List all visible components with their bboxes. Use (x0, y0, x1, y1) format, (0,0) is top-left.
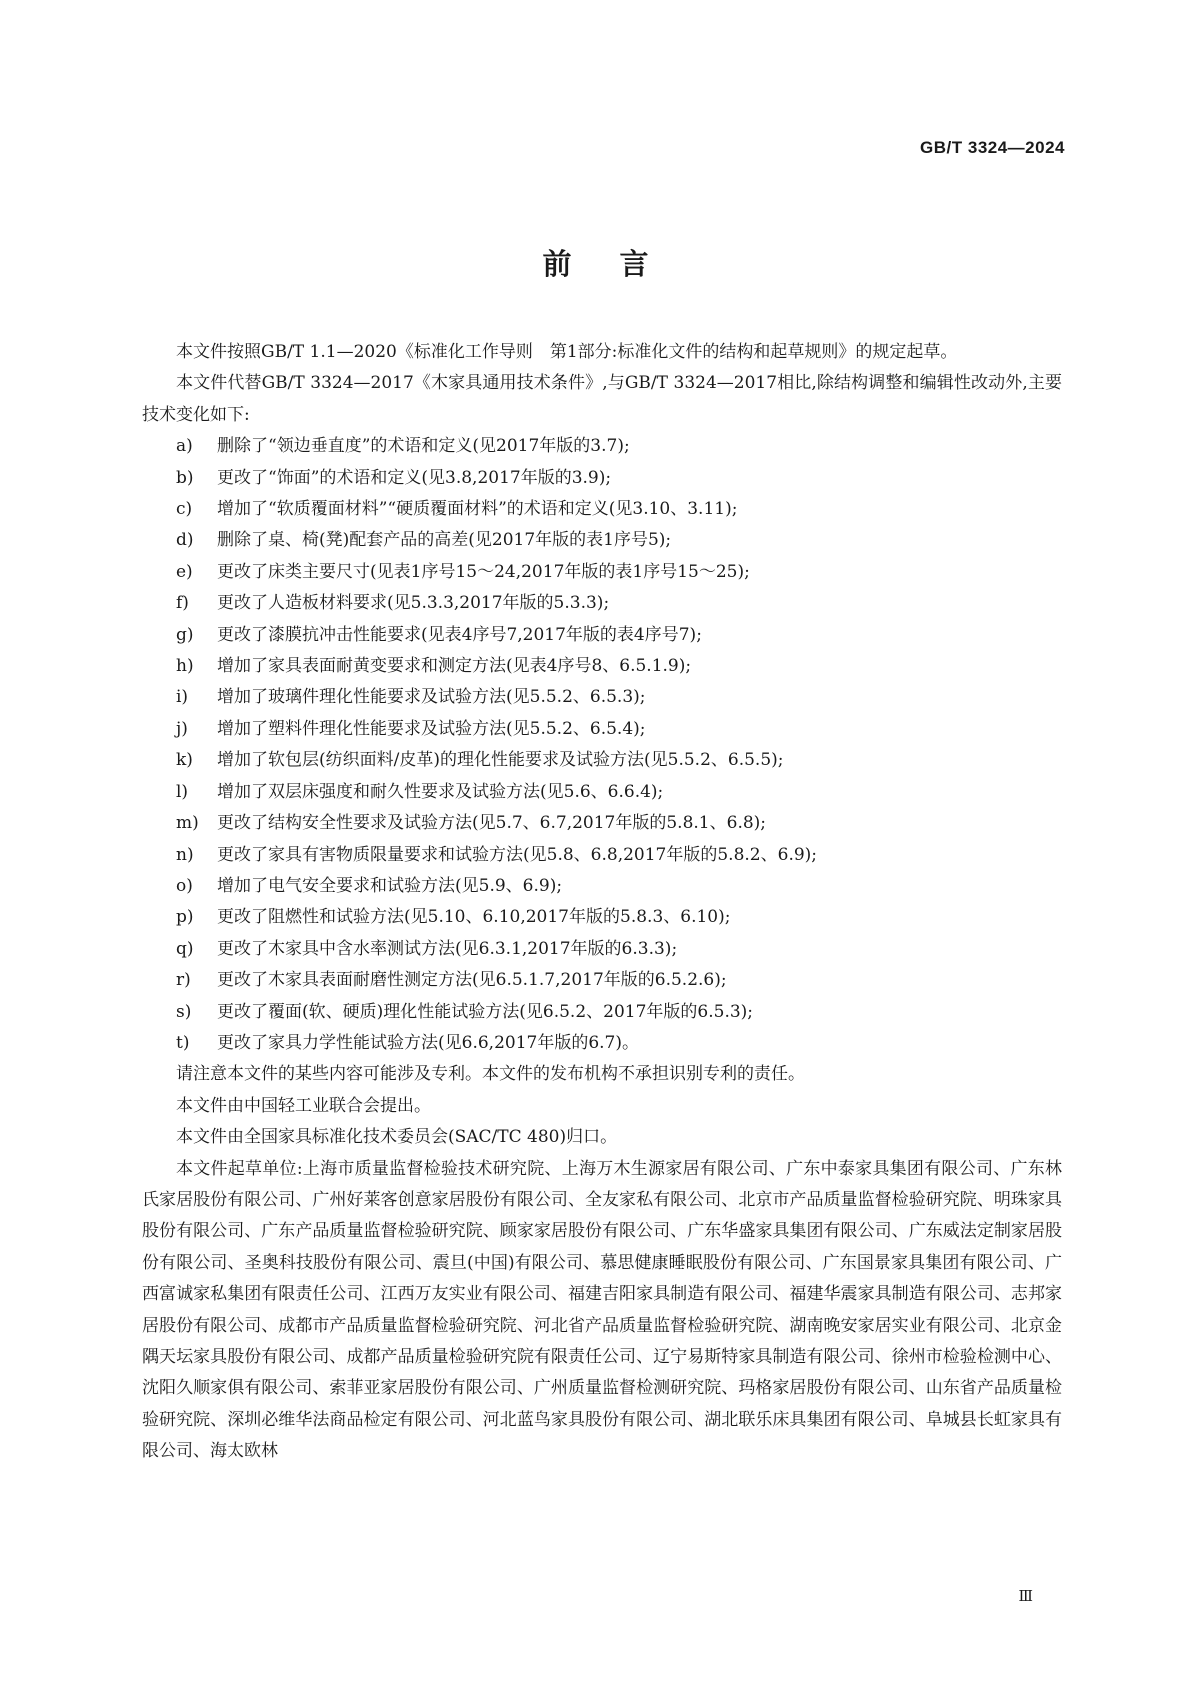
list-item (142, 494, 1062, 525)
list-item (142, 1028, 1062, 1059)
standard-code: GB/T 3324—2024 (920, 138, 1065, 157)
list-item (142, 997, 1062, 1028)
list-item (142, 651, 1062, 682)
list-marker: o) (176, 875, 193, 896)
list-item-text: 更改了结构安全性要求及试验方法(见5.7、6.7,2017年版的5.8.1、6.8); (217, 813, 767, 834)
intro-paragraph: 本文件按照GB/T 1.1—2020《标准化工作导则 第1部分:标准化文件的结构和起草规则》的规定起草。 (176, 342, 958, 362)
list-marker: r) (176, 970, 191, 991)
list-item (142, 714, 1062, 745)
list-item-text: 更改了木家具中含水率测试方法(见6.3.1,2017年版的6.3.3); (217, 938, 678, 959)
list-marker: t) (176, 1032, 190, 1053)
list-marker: l) (176, 781, 189, 802)
list-item-text: 增加了“软质覆面材料”“硬质覆面材料”的术语和定义(见3.10、3.11); (217, 499, 738, 520)
list-marker: q) (176, 938, 194, 959)
list-item (142, 777, 1062, 808)
list-item-text: 更改了覆面(软、硬质)理化性能试验方法(见6.5.2、2017年版的6.5.3); (217, 1001, 754, 1022)
list-item (142, 431, 1062, 462)
list-item-text: 增加了电气安全要求和试验方法(见5.9、6.9); (217, 875, 563, 896)
list-marker: m) (176, 813, 199, 834)
page-number: Ⅲ (1018, 1587, 1033, 1605)
proposer-note: 本文件由中国轻工业联合会提出。 (176, 1095, 431, 1116)
list-item-text: 更改了家具力学性能试验方法(见6.6,2017年版的6.7)。 (217, 1032, 640, 1053)
list-item (142, 808, 1062, 839)
list-item-text: 删除了桌、椅(凳)配套产品的高差(见2017年版的表1序号5); (217, 530, 672, 551)
list-item-text: 增加了双层床强度和耐久性要求及试验方法(见5.6、6.6.4); (217, 781, 664, 802)
list-item (142, 525, 1062, 556)
list-marker: p) (176, 907, 194, 928)
list-marker: g) (176, 624, 194, 645)
list-marker: j) (176, 718, 188, 739)
list-item (142, 620, 1062, 651)
page-title: 前言 (542, 247, 697, 281)
list-item (142, 965, 1062, 996)
intro-paragraph: 本文件代替GB/T 3324—2017《木家具通用技术条件》,与GB/T 3324—2017相比,除结构调整和编辑性改动外,主要技术变化如下: (142, 373, 1062, 425)
list-item-text: 增加了家具表面耐黄变要求和测定方法(见表4序号8、6.5.1.9); (217, 656, 692, 677)
list-marker: a) (176, 436, 193, 457)
list-marker: d) (176, 530, 194, 551)
list-marker: b) (176, 467, 194, 488)
list-marker: i) (176, 687, 189, 708)
list-item-text: 更改了人造板材料要求(见5.3.3,2017年版的5.3.3); (217, 593, 610, 614)
list-marker: f) (176, 593, 189, 614)
list-item-text: 更改了阻燃性和试验方法(见5.10、6.10,2017年版的5.8.3、6.10); (217, 907, 731, 928)
list-item-text: 更改了床类主要尺寸(见表1序号15～24,2017年版的表1序号15～25); (217, 561, 750, 582)
list-item (142, 682, 1062, 713)
list-item (142, 902, 1062, 933)
list-item (142, 745, 1062, 776)
list-item (142, 871, 1062, 902)
list-marker: s) (176, 1001, 192, 1022)
list-marker: n) (176, 844, 194, 865)
committee-note: 本文件由全国家具标准化技术委员会(SAC/TC 480)归口。 (176, 1127, 618, 1148)
list-item (142, 934, 1062, 965)
list-item-text: 更改了木家具表面耐磨性测定方法(见6.5.1.7,2017年版的6.5.2.6); (217, 970, 727, 991)
list-marker: c) (176, 499, 193, 520)
drafting-units: 本文件起草单位:上海市质量监督检验技术研究院、上海万木生源家居有限公司、广东中泰家具集团有限公司、广东林氏家居股份有限公司、广州好莱客创意家居股份有限公司、全友家私有限公司、北京市产品质量监督检验研究院、明珠家具股份有限公司、广东产品质量监督检验研究院、顾家家居股份有限公司、广东华盛家具集团有限公司、广东威法定制家居股份有限公司、圣奥科技股份有限公司、震旦(中国)有限公司、慕思健康睡眠股份有限公司、广东国景家具集团有限公司、广西富诚家私集团有限责任公司、江西万友实业有限公司、福建吉阳家具制造有限公司、福建华震家具制造有限公司、志邦家居股份有限公司、成都市产品质量监督检验研究院、河北省产品质量监督检验研究院、湖南晚安家居实业有限公司、北京金隅天坛家具股份有限公司、成都产品质量检验研究院有限责任公司、辽宁易斯特家具制造有限公司、徐州市检验检测中心、沈阳久顺家俱有限公司、索菲亚家居股份有限公司、广州质量监督检测研究院、玛格家居股份有限公司、山东省产品质量检验研究院、深圳必维华法商品检定有限公司、河北蓝鸟家具股份有限公司、湖北联乐床具集团有限公司、阜城县长虹家具有限公司、海太欧林 (142, 1158, 1062, 1462)
list-item-text: 更改了家具有害物质限量要求和试验方法(见5.8、6.8,2017年版的5.8.2、6.9); (217, 844, 818, 865)
list-item (142, 463, 1062, 494)
list-marker: e) (176, 561, 193, 582)
list-marker: h) (176, 656, 194, 677)
list-item-text: 增加了塑料件理化性能要求及试验方法(见5.5.2、6.5.4); (217, 718, 646, 739)
list-item-text: 删除了“领边垂直度”的术语和定义(见2017年版的3.7); (217, 436, 630, 457)
list-item (142, 557, 1062, 588)
changes-list (142, 431, 1062, 1059)
list-item (142, 588, 1062, 619)
foreword-body (142, 337, 1062, 1468)
list-item-text: 增加了玻璃件理化性能要求及试验方法(见5.5.2、6.5.3); (217, 687, 646, 708)
list-item (142, 840, 1062, 871)
list-marker: k) (176, 750, 193, 771)
patent-note: 请注意本文件的某些内容可能涉及专利。本文件的发布机构不承担识别专利的责任。 (176, 1064, 805, 1085)
list-item-text: 更改了漆膜抗冲击性能要求(见表4序号7,2017年版的表4序号7); (217, 624, 702, 645)
list-item-text: 更改了“饰面”的术语和定义(见3.8,2017年版的3.9); (217, 467, 612, 488)
list-item-text: 增加了软包层(纺织面料/皮革)的理化性能要求及试验方法(见5.5.2、6.5.5); (217, 750, 784, 771)
